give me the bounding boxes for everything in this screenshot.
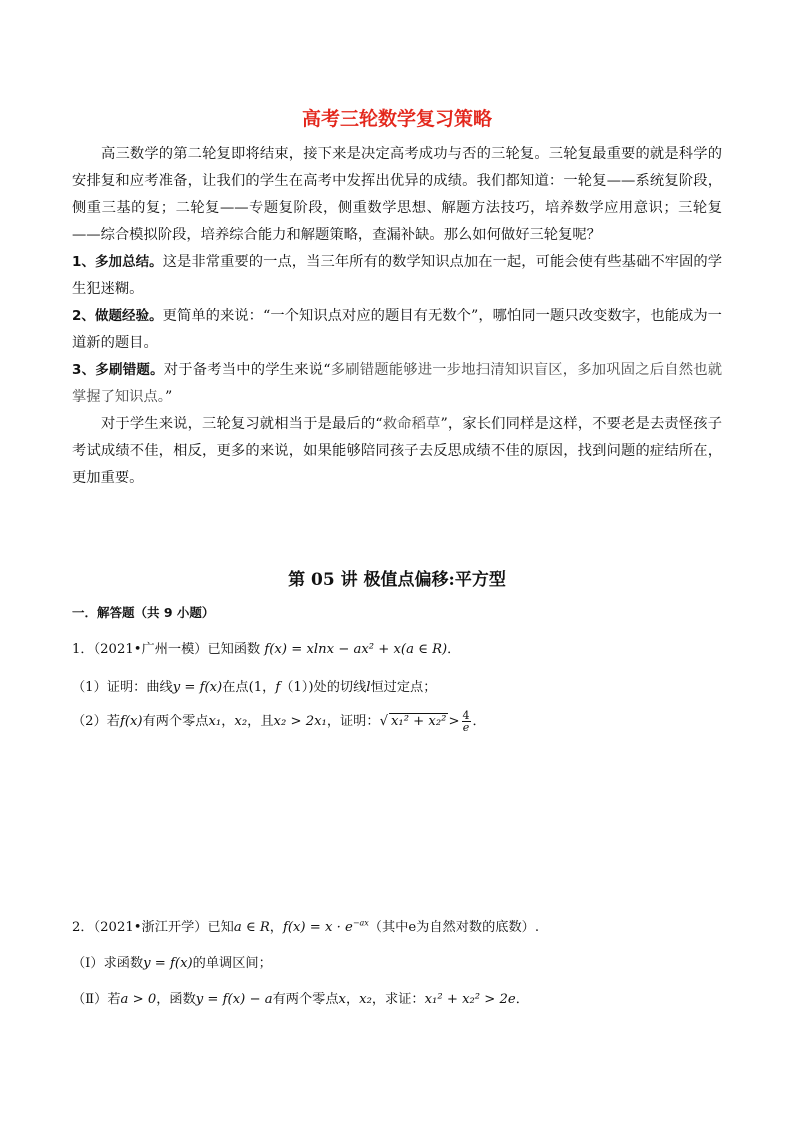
function-expression: f(x) = x · e <box>282 920 353 935</box>
a-condition: a > 0 <box>120 992 157 1007</box>
f-symbol: f <box>275 680 281 695</box>
tip-text: 这是非常重要的一点，当三年所有的数学知识点加在一起，可能会使有些基础不牢固的学生犯迷糊。 <box>72 254 722 297</box>
question-2-part-2: （Ⅱ）若a > 0，函数y = f(x) − a有两个零点x，x₂，求证：x₁² + x₂² > 2e． <box>72 992 529 1007</box>
part-label: （1）证明：曲线 <box>72 680 173 695</box>
fraction <box>462 710 471 733</box>
a-domain: a ∈ R <box>233 920 270 935</box>
section-heading: 一．解答题（共 9 小题） <box>72 605 215 620</box>
closing-paragraph <box>72 411 722 492</box>
line-symbol: l <box>366 680 371 695</box>
question-source: 2．（2021•浙江开学）已知 <box>72 920 234 935</box>
question-source: 1．（2021•广州一模）已知函数 <box>72 642 261 657</box>
separator: ， <box>269 920 283 935</box>
point-text: 在点(1， <box>222 680 276 695</box>
separator: ， <box>221 714 235 729</box>
closing-quote: 救命稻草 <box>382 416 441 432</box>
question-2-part-1 <box>72 952 722 971</box>
function-text: ，函数 <box>156 992 196 1007</box>
closing-text-end: ”，家长们同样是这样，不要老是去责怪孩子考试成绩不佳，相反，更多的来说，如果能够陪同孩子去反思成绩不佳的原因，找到问题的症结所在，更加重要。 <box>72 416 722 486</box>
closing-text: 对于学生来说，三轮复习就相当于是最后的“ <box>101 416 383 432</box>
zeros-text: 有两个零点 <box>142 714 209 729</box>
zeros-text: 有两个零点 <box>272 992 339 1007</box>
page-title: 高考三轮数学复习策略 <box>301 108 492 130</box>
curve-equation: y = f(x) <box>172 680 223 695</box>
tip-head: 1、多加总结。 <box>72 254 163 270</box>
greater-symbol: > <box>448 714 460 729</box>
question-2-stem <box>72 916 722 935</box>
function-expression: f(x) = xlnx − ax² + x(a ∈ R) <box>264 642 448 657</box>
tip-item-1 <box>72 249 722 303</box>
prove-text: ，证明： <box>326 714 380 729</box>
prove-text: ，求证： <box>371 992 425 1007</box>
note-text: （其中e为自然对数的底数）. <box>368 920 540 935</box>
tip-item-3 <box>72 357 722 411</box>
x2-symbol: x₂ <box>359 992 372 1007</box>
question-1-part-1 <box>72 676 722 695</box>
x1-symbol: x <box>338 992 346 1007</box>
fx-symbol: f(x) <box>119 714 143 729</box>
tip-text: 对于备考当中的学生来说“ <box>163 362 331 378</box>
tip-quote: 多刷错题能够进一步地扫清知识盲区，多加巩固之后自然也就掌握了知识点。 <box>72 362 722 405</box>
lecture-title: 第 05 讲 极值点偏移:平方型 <box>288 570 506 590</box>
part-end-text: 的单调区间； <box>192 956 272 971</box>
x1-symbol: x₁ <box>208 714 222 729</box>
part-label: （Ⅰ）求函数 <box>72 956 144 971</box>
tip-text: 更简单的来说：“一个知识点对应的题目有无数个”，哪怕同一题只改变数字，也能成为一道新的题目。 <box>72 308 722 351</box>
function-equation: y = f(x) <box>143 956 193 971</box>
question-1-part-2: （2）若f(x)有两个零点x₁，x₂，且x₂ > 2x₁，证明：√ x₁² + x₂² > $\frac{4}{e}$ ． <box>72 709 486 734</box>
numerator: 4 <box>462 709 470 722</box>
tip-text-end: ” <box>164 389 173 405</box>
exponent: −ax <box>352 918 369 928</box>
inequality-expression: x₁² + x₂² > 2e <box>424 992 516 1007</box>
condition-text: ，且 <box>247 714 274 729</box>
tangent-text: （1）)处的切线 <box>280 680 367 695</box>
sqrt-content: x₁² + x₂² <box>390 714 447 729</box>
intro-paragraph: 高三数学的第二轮复即将结束，接下来是决定高考成功与否的三轮复。三轮复最重要的就是科学的安排复和应考准备，让我们的学生在高考中发挥出优异的成绩。我们都知道：一轮复——系统复阶段，侧重三基的复；二轮复——专题复阶段，侧重数学思想、解题方法技巧，培养数学应用意识；三轮复——综合模拟阶段，培养综合能力和解题策略，查漏补缺。那么如何做好三轮复呢？ <box>72 146 722 243</box>
question-1-stem: 1．（2021•广州一模）已知函数 f(x) = xlnx − ax² + x(a ∈ R)． <box>72 642 461 657</box>
function-equation: y = f(x) − a <box>195 992 273 1007</box>
denominator: e <box>462 721 470 734</box>
tip-item-2 <box>72 303 722 357</box>
tip-head: 3、多刷错题。 <box>72 362 164 378</box>
part-label: （2）若 <box>72 714 120 729</box>
part-end-text: 恒过定点； <box>370 680 437 695</box>
x2-symbol: x₂ <box>234 714 248 729</box>
sqrt-expression: √ x₁² + x₂² <box>379 714 447 729</box>
condition-expression: x₂ > 2x₁ <box>273 714 327 729</box>
intro-block <box>72 141 722 492</box>
tip-head: 2、做题经验。 <box>72 308 163 324</box>
part-label: （Ⅱ）若 <box>72 992 121 1007</box>
